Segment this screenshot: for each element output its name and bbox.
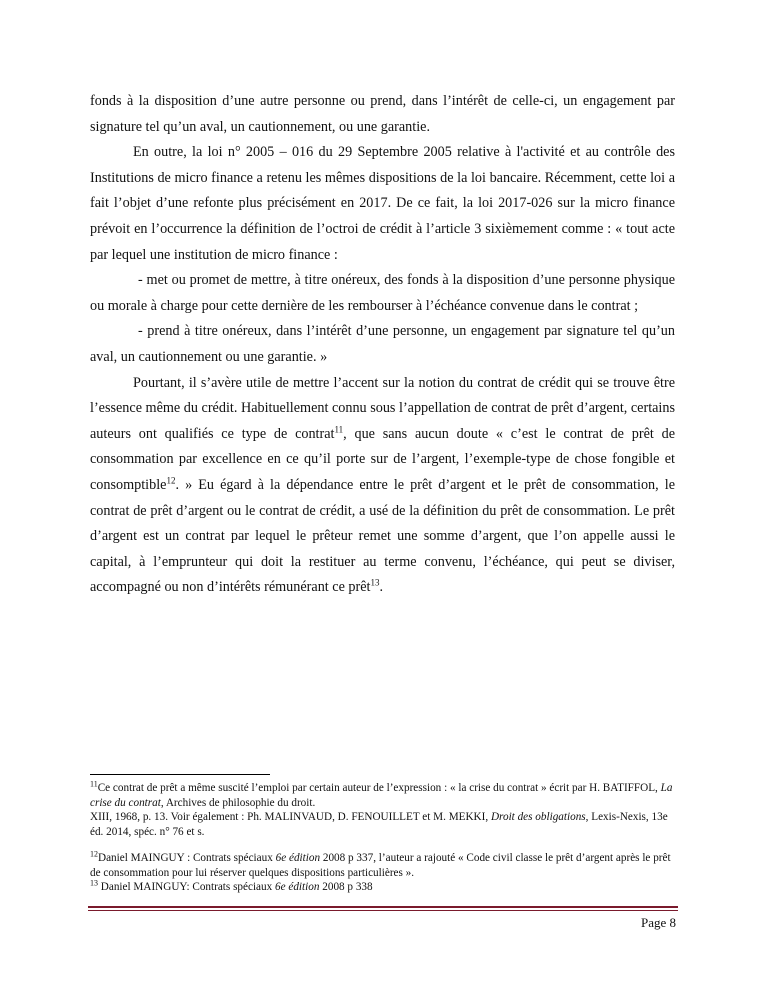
page-number: Page 8 — [640, 915, 676, 930]
footnote-11-number: 11 — [90, 779, 98, 789]
footer-rule-thick — [88, 906, 678, 908]
footnote-13-text-end: 2008 p 338 — [319, 881, 373, 893]
footnote-11 — [90, 781, 680, 810]
paragraph-2: En outre, la loi n° 2005 – 016 du 29 Septembre 2005 relative à l'activité et au contrôle des Institutions de micro finance a retenu les mêmes dispositions de la loi bancaire. Récemment, cette loi a fait l’objet d’une refonte plus précisément en 2017. De ce fait, la loi 2017-026 sur la micro finance prévoit en l’occurrence la définition de l’octroi de crédit à l’article 3 sixièmement comme : « tout acte par lequel une institution de micro finance : — [90, 144, 675, 263]
footnote-ref-13[interactable]: 13 — [370, 577, 380, 588]
paragraph-1: fonds à la disposition d’une autre personne ou prend, dans l’intérêt de celle-ci, un engagement par signature tel qu’un aval, un cautionnement, ou une garantie. — [90, 93, 675, 135]
paragraph-5-part-c: . » Eu égard à la dépendance entre le prêt d’argent et le prêt de consommation, le contrat de prêt d’argent ou le contrat de crédit, a usé de la définition du prêt de consommation. Le prêt d’argent est un contrat par lequel le prêteur remet une somme d’argent, que l’on appelle aussi le capital, à l’emprunteur qui doit la restituer au terme convenu, l’échéance, qui peut se diviser, accompagné ou non d’intérêts rémunérant ce prêt — [90, 476, 675, 596]
footnote-11b-text: XIII, 1968, p. 13. Voir également : Ph. MALINVAUD, D. FENOUILLET et M. MEKKI, — [90, 811, 491, 823]
footnote-11-text-end: , Archives de philosophie du droit. — [160, 796, 316, 809]
footnote-11-text: Ce contrat de prêt a même suscité l’emploi par certain auteur de l’expression : « la crise du contrat » écrit par H. BATIFFOL, — [97, 782, 661, 794]
paragraph-4-list-item: - prend à titre onéreux, dans l’intérêt d’une personne, un engagement par signature tel qu’un aval, un cautionnement ou une garantie. » — [90, 323, 675, 365]
footnote-12-edition: 6e édition — [275, 852, 321, 864]
footnote-12-number: 12 — [90, 849, 98, 859]
footnote-12-text-end: 2008 p 337, l’auteur a rajouté « Code civil classe le prêt d’argent après le prêt de consommation pour lui réserver quelques dispositions particulières ». — [90, 852, 671, 879]
paragraph-5 — [90, 371, 675, 601]
footnote-12 — [90, 851, 680, 880]
footnote-gap — [90, 839, 680, 851]
footnote-11-continued — [90, 810, 680, 839]
paragraph-5-part-d: . — [379, 579, 384, 596]
footnote-12-text: Daniel MAINGUY : Contrats spéciaux — [98, 852, 276, 864]
footnote-separator — [90, 774, 270, 775]
footnote-11-title: La crise du contrat — [90, 782, 673, 809]
footnote-13 — [90, 880, 680, 895]
footer-rule-thin — [88, 910, 678, 911]
body-text — [90, 89, 675, 601]
paragraph-5-part-b: , que sans aucun doute « c’est le contrat de prêt de consommation par excellence en ce qu’il porte sur de l’argent, l’exemple-type de chose fongible et consomptible — [90, 425, 675, 493]
footnote-ref-11[interactable]: 11 — [334, 423, 344, 434]
paragraph-3-list-item: - met ou promet de mettre, à titre onéreux, des fonds à la disposition d’une personne physique ou morale à charge pour cette dernière de les rembourser à l’échéance convenue dans le contrat ; — [90, 272, 675, 314]
footnote-13-text: Daniel MAINGUY: Contrats spéciaux — [98, 881, 276, 893]
footnote-13-number: 13 — [90, 878, 98, 888]
footnote-11b-title: Droit des obligations — [490, 811, 586, 823]
footnote-13-edition: 6e édition — [275, 881, 320, 893]
footnote-ref-12[interactable]: 12 — [166, 475, 176, 486]
paragraph-5-part-a: Pourtant, il s’avère utile de mettre l’accent sur la notion du contrat de crédit qui se trouve être l’essence même du crédit. Habituellement connu sous l’appellation de contrat de prêt d’argent, certains auteurs ont qualifiés ce type de contrat — [90, 374, 675, 442]
footnotes — [90, 781, 680, 895]
footnote-11b-text-end: , Lexis-Nexis, 13e éd. 2014, spéc. n° 76 et s. — [90, 811, 668, 838]
